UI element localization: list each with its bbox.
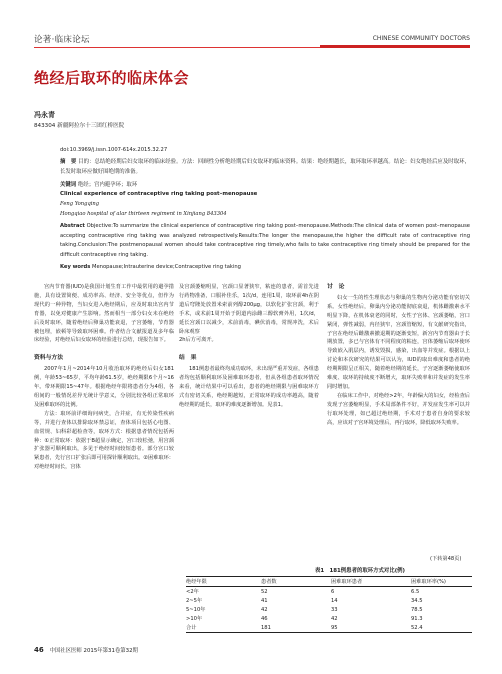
keywords-cn (60, 180, 137, 188)
table-header: 困难取环患者 (331, 577, 411, 587)
abstract-cn (60, 158, 470, 177)
keywords-en-text: Menopause;Intrauterine device;Contraceptive ring taking (92, 264, 241, 270)
keywords-cn-label: 关键词 (60, 182, 77, 188)
methods-continued-tail: 2h后方可离开。 (179, 337, 217, 344)
table-cell: 合计 (186, 623, 261, 633)
keywords-cn-text: 绝经；宫内避孕环；取环 (77, 182, 138, 188)
table-cell: 52 (261, 588, 268, 595)
journal-issue: 中国社区医师 2015年第31卷第32期 (49, 648, 138, 654)
materials-paragraph: 2007年1月~2014年10月收治取环的绝经后妇女181例，年龄53~65岁，平均年龄61.5岁，绝经期限6个月~16年。带环期限15~47年。根据绝经年限将患者分为4组，各组间的一般情况差异无统计学意义，分别比较各组正常取环及困难取环的比例。 (34, 366, 174, 408)
table-cell: 34.5 (411, 597, 423, 604)
table-cell: <2年 (186, 589, 199, 595)
table-cell: 181 (261, 623, 331, 633)
table-cell: 14 (331, 597, 338, 604)
table-row (186, 596, 472, 605)
author-en: Feng Yongqing (60, 201, 100, 207)
table-header: 绝经年限 (186, 577, 261, 587)
table-header-row (186, 577, 472, 587)
table-cell: 52.4 (411, 623, 472, 633)
table-cell: 42 (261, 606, 268, 613)
table-row-total (186, 623, 472, 633)
intro-paragraph: 宫内节育器(IUD)是我国计划生育工作中最常用的避孕措施，具有设置简便、成功率高、经济、安全等优点，但作为现代的一种异物，当妇女进入绝经期后，应及时取出宫内节育器，以免对健康产生影响。然而相当一部分妇女未在绝经后及时取环，随着绝经后卵巢功能衰退，子宫萎缩，节育器被包埋，嵌顿等导致取环困难。作者结合文献报道及多年临床经验，对绝经后妇女取环的经验进行总结，现报告如下。 (34, 284, 174, 344)
abstract-cn-text: 目的：总结绝经期后妇女取环的临床经验。方法：回顾性分析绝经期后妇女取环的临床资料。结果：绝经期越长，取环取环率越高。结论：妇女绝经后应及时取环，长发时取环应做好围绝期的准备。 (60, 159, 470, 175)
table-cell: 95 (331, 623, 411, 633)
title-en: Clinical experience of contraceptive ring taking post–menopause (60, 191, 258, 197)
table-cell: 6 (331, 588, 335, 595)
section-heading-results: 结 果 (179, 355, 197, 362)
abstract-en-label: Abstract (60, 223, 85, 229)
table-cell: 91.3 (411, 615, 423, 622)
table-cell: 33 (331, 606, 338, 613)
results-paragraph: 181例患者最终均成功取环，未出现严重并发症，各组患者均包括顺利取环及困难取环患者，但从各组患者取环情况来看，统计结果中可以看出，患者的绝经期限与困难取环方式有密切关系，绝经期越短，正常取环的成功率越高，随着绝经期的延长，取环的难度逐渐增加。见表1。 (179, 366, 319, 408)
section-heading-methods: 资料与方法 (34, 355, 63, 362)
table-cell: 2~5年 (186, 598, 203, 604)
table-cell: 78.5 (411, 606, 423, 613)
continued-note: (下转第48页) (430, 556, 462, 562)
abstract-cn-label: 摘 要 (60, 159, 77, 165)
methods-paragraph: 方法：取环前详细询问病史，合并症，有无传染性疾病等，并进行查体以排除取环禁忌证，查体项目包括心电图、血常规、妇科彩超检查等，取环方式：根据患者情况包括两种：①正常取环：依据于B超显示确定，宫口较松弛，用宫颈扩张器可顺利取出，多见于绝经时间较短患者。部分宫口较紧患者，先行宫口扩张后即可用探针顺利取出。②困难取环：对绝经时间长，宫体 (34, 410, 174, 471)
table-cell: 6.5 (411, 588, 420, 595)
keywords-en (60, 264, 241, 270)
journal-section-label: 论著·临床论坛 (34, 35, 90, 45)
discussion-paragraph-2: 在临床工作中，对绝经>2年，年龄偏大的妇女，经检查后发现子宫萎缩明显，手术局部条件不好，并发症发生率可以并行取环处理，如已超过绝经期，手术对于患者自身的要求较高，应该对子宫环境处理后，再行取环，降低取环失败率。 (327, 392, 470, 426)
keywords-en-label: Key words (60, 264, 91, 270)
body-column-1 (34, 283, 174, 472)
body-column-3 (327, 283, 470, 428)
table-header: 患者数 (261, 577, 331, 587)
abstract-en-text: Objective:To summarize the clinical experience of contraceptive ring taking post–menopause.Methods:The clinical data of women post–menopause accepting contraceptive ring taking was analyzed retrospectively.Results:The longer the menopause,the higher the difficult rate of contraceptive ring taking.Conclusion:The postmenopausal women should take contraceptive ring timely,who fails to take contraceptive ring timely should be prepared for the difficult contraceptive ring taking. (60, 223, 470, 258)
results-table (186, 576, 472, 633)
table-cell: 42 (331, 615, 338, 622)
header-accent-bar (320, 45, 470, 48)
table-row (186, 587, 472, 597)
body-column-2 (179, 283, 319, 410)
page-number: 46 (34, 646, 44, 654)
author: 冯永青 (34, 111, 55, 119)
table-cell: 46 (261, 615, 268, 622)
discussion-paragraph-1: 妇女一生的性生理状态与卵巢的生物内分泌功能有密切关系。女性绝经后，卵巢内分泌功能彻底衰退，机体雌激素水平明显下降，在机体衰老的同时，女性子宫体、宫颈萎缩，宫口紧闭，弹性减弱，内径狭窄，宫颈管缩短，有文献研究指出，子宫在绝经后雌激素撤退期的逐渐变短，新宫内节育器由于长期放置，多已与宫体有不同程度的粘连，宫体萎缩后取环使环导致嵌入肌层内，诱发毁损，感染，出血等并发症。根据以上讨论和本次研究的结果可以认为，IUD的取出难度和患者的绝经期期限呈正相关，随着绝经期的延长，子宫逐渐萎缩使取环难度、取环的持续度不断增大，取环失败率和并发症的发生率同时增加。 (327, 294, 470, 390)
table-cell: >10年 (186, 616, 203, 622)
table-caption: 表1 181例患者的取环方式对比(例) (315, 568, 406, 574)
table-header: 困难取环率(%) (411, 577, 472, 587)
affiliation-en: Hongqiao hospital of alar thirteen regiment in Xinjiang 843304 (60, 211, 227, 217)
table-row (186, 605, 472, 614)
page-footer (34, 646, 138, 654)
doi: doi:10.3969/j.issn.1007-614x.2015.32.27 (60, 147, 168, 153)
table-cell: 41 (261, 597, 268, 604)
abstract-en (60, 222, 470, 260)
table-row (186, 614, 472, 623)
article-title: 绝经后取环的临床体会 (34, 69, 190, 87)
section-heading-discussion: 讨 论 (327, 284, 345, 290)
journal-name-en: CHINESE COMMUNITY DOCTORS (372, 35, 470, 42)
table-cell: 5~10年 (186, 607, 206, 613)
methods-continued-paragraph: 及宫颈萎缩明显，宫颈口显著狭窄，粘连的患者，需首先进行药物准备，口服补佳乐，1次/d，连用1周，取环前4h在阴道后穹隆处放置米索前列醇200μg，以软化扩张宫颈，利于手术，或术前1周开始于阴道内涂雌三醇软膏外用，1次/d，延长宫颈口以减少，术前消毒，碘伏消毒，常规冲洗，术后卧床观察 (179, 284, 319, 335)
affiliation: 843304 新疆阿拉尔十三团红桥医院 (34, 123, 125, 129)
